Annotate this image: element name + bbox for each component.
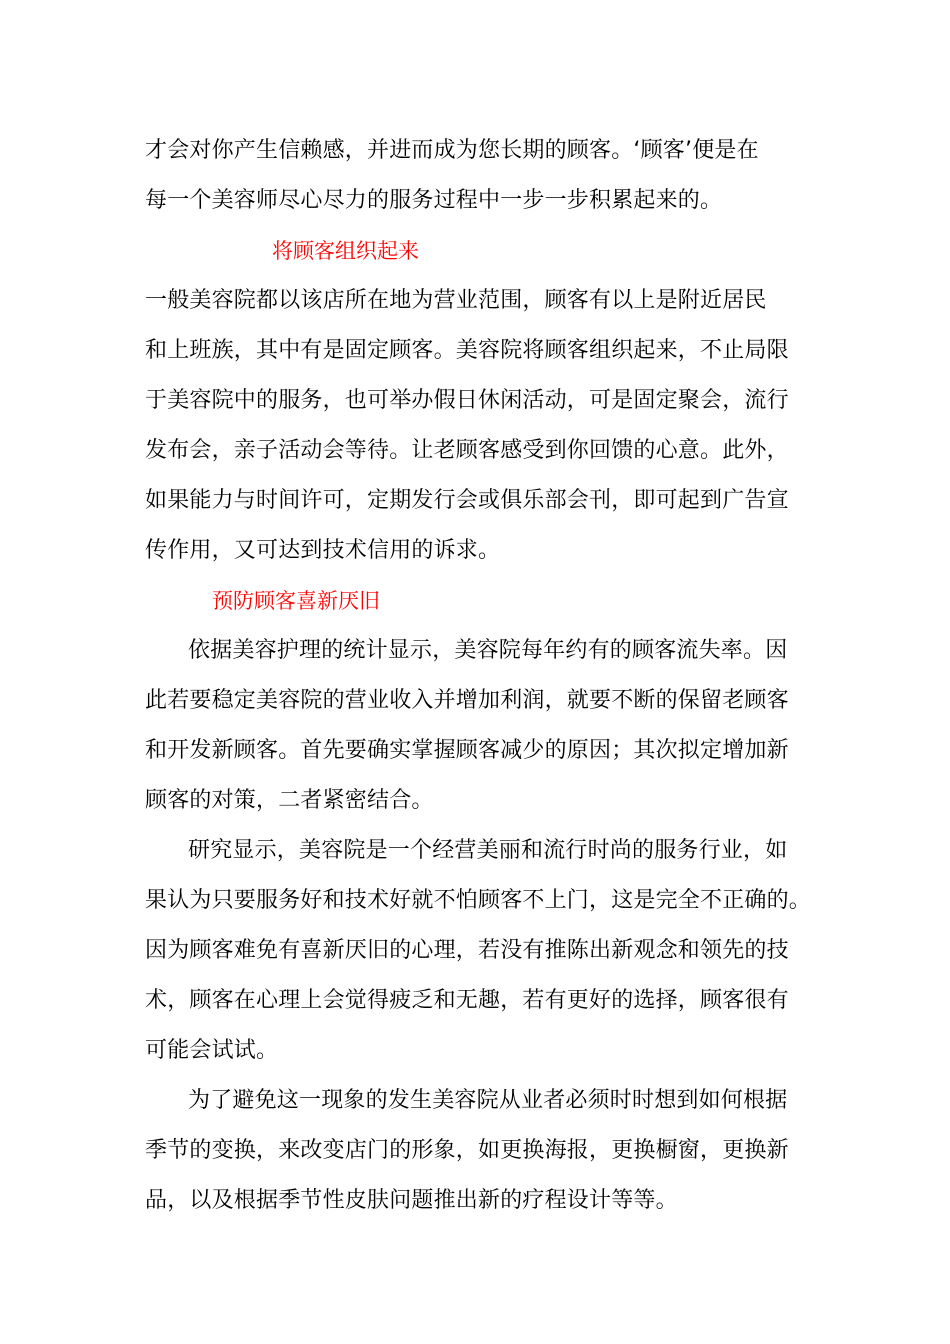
section2-p3-line-3: 品，以及根据季节性皮肤问题推出新的疗程设计等等。 xyxy=(145,1188,678,1213)
section2-p1-line-4: 顾客的对策，二者紧密结合。 xyxy=(145,788,434,813)
section1-line-3: 于美容院中的服务，也可举办假日休闲活动，可是固定聚会，流行 xyxy=(145,388,789,413)
section1-line-6: 传作用，又可达到技术信用的诉求。 xyxy=(145,538,501,563)
section-heading-prevent-churn: 预防顾客喜新厌旧 xyxy=(212,589,380,613)
section2-p2-line-3: 因为顾客难免有喜新厌旧的心理，若没有推陈出新观念和领先的技 xyxy=(145,938,789,963)
section2-p2-line-5: 可能会试试。 xyxy=(145,1038,279,1063)
section2-p2-line-1: 研究显示，美容院是一个经营美丽和流行时尚的服务行业，如 xyxy=(188,838,788,863)
section2-p1-line-3: 和开发新顾客。首先要确实掌握顾客减少的原因；其次拟定增加新 xyxy=(145,738,789,763)
section-heading-organize-customers: 将顾客组织起来 xyxy=(272,239,419,263)
section1-line-2: 和上班族，其中有是固定顾客。美容院将顾客组织起来，不止局限 xyxy=(145,338,789,363)
intro-line-2: 每一个美容师尽心尽力的服务过程中一步一步积累起来的。 xyxy=(145,188,723,213)
section1-line-1: 一般美容院都以该店所在地为营业范围，顾客有以上是附近居民 xyxy=(145,288,767,313)
section2-p3-line-2: 季节的变换，来改变店门的形象，如更换海报，更换橱窗，更换新 xyxy=(145,1138,789,1163)
section1-line-4: 发布会，亲子活动会等待。让老顾客感受到你回馈的心意。此外， xyxy=(145,438,789,463)
section2-p2-line-2: 果认为只要服务好和技术好就不怕顾客不上门，这是完全不正确的。 xyxy=(145,888,812,913)
section2-p3-line-1: 为了避免这一现象的发生美容院从业者必须时时想到如何根据 xyxy=(188,1088,788,1113)
section2-p1-line-1: 依据美容护理的统计显示，美容院每年约有的顾客流失率。因 xyxy=(188,638,788,663)
section2-p2-line-4: 术，顾客在心理上会觉得疲乏和无趣，若有更好的选择，顾客很有 xyxy=(145,988,789,1013)
intro-line-1: 才会对你产生信赖感，并进而成为您长期的顾客。‘顾客’便是在 xyxy=(145,138,759,163)
section2-p1-line-2: 此若要稳定美容院的营业收入并增加利润，就要不断的保留老顾客 xyxy=(145,688,789,713)
section1-line-5: 如果能力与时间许可，定期发行会或俱乐部会刊，即可起到广告宣 xyxy=(145,488,789,513)
